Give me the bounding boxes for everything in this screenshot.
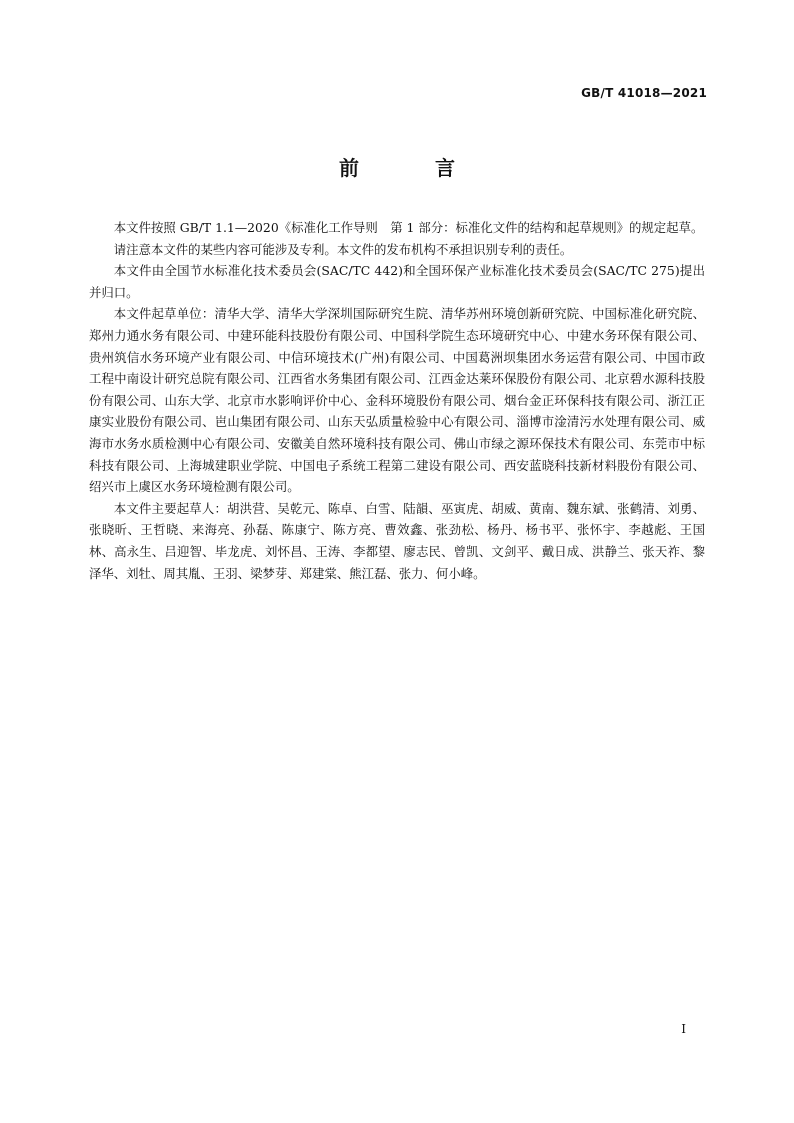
paragraph-drafters: 本文件主要起草人：胡洪营、吴乾元、陈卓、白雪、陆韻、巫寅虎、胡威、黄南、魏东斌、张鹤清、刘勇、张晓昕、王哲晓、来海亮、孙磊、陈康宁、陈方亮、曹效鑫、张劲松、杨丹、杨书平、张怀宇、李越彪、王国林、高永生、吕迎智、毕龙虎、刘怀昌、王涛、李都望、廖志民、曾凯、文剑平、戴日成、洪静兰、张天祚、黎泽华、刘牡、周其胤、王羽、梁梦芽、郑建棠、熊江磊、张力、何小峰。 — [89, 500, 705, 581]
paragraph-drafting-rules: 本文件按照 GB/T 1.1—2020《标准化工作导则 第 1 部分：标准化文件的结构和起草规则》的规定起草。 — [113, 220, 704, 235]
paragraph-patent-notice: 请注意本文件的某些内容可能涉及专利。本文件的发布机构不承担识别专利的责任。 — [113, 241, 573, 257]
paragraph-proposer: 本文件由全国节水标准化技术委员会(SAC/TC 442)和全国环保产业标准化技术委员会(SAC/TC 275)提出并归口。 — [89, 263, 705, 300]
foreword-body — [89, 217, 705, 584]
page-title: 前 言 — [339, 156, 483, 180]
page-number: I — [681, 1022, 686, 1036]
standard-code: GB/T 41018—2021 — [581, 86, 707, 100]
paragraph-drafting-units: 本文件起草单位：清华大学、清华大学深圳国际研究生院、清华苏州环境创新研究院、中国标准化研究院、郑州力通水务有限公司、中建环能科技股份有限公司、中国科学院生态环境研究中心、中建水务环保有限公司、贵州筑信水务环境产业有限公司、中信环境技术(广州)有限公司、中国葛洲坝集团水务运营有限公司、中国市政工程中南设计研究总院有限公司、江西省水务集团有限公司、江西金达莱环保股份有限公司、北京碧水源科技股份有限公司、山东大学、北京市水影响评价中心、金科环境股份有限公司、烟台金正环保科技有限公司、浙江正康实业股份有限公司、岜山集团有限公司、山东天弘质量检验中心有限公司、淄博市淦清污水处理有限公司、威海市水务水质检测中心有限公司、安徽美自然环境科技有限公司、佛山市绿之源环保技术有限公司、东莞市中标科技有限公司、上海城建职业学院、中国电子系统工程第二建设有限公司、西安蓝晓科技新材料股份有限公司、绍兴市上虞区水务环境检测有限公司。 — [89, 306, 705, 495]
